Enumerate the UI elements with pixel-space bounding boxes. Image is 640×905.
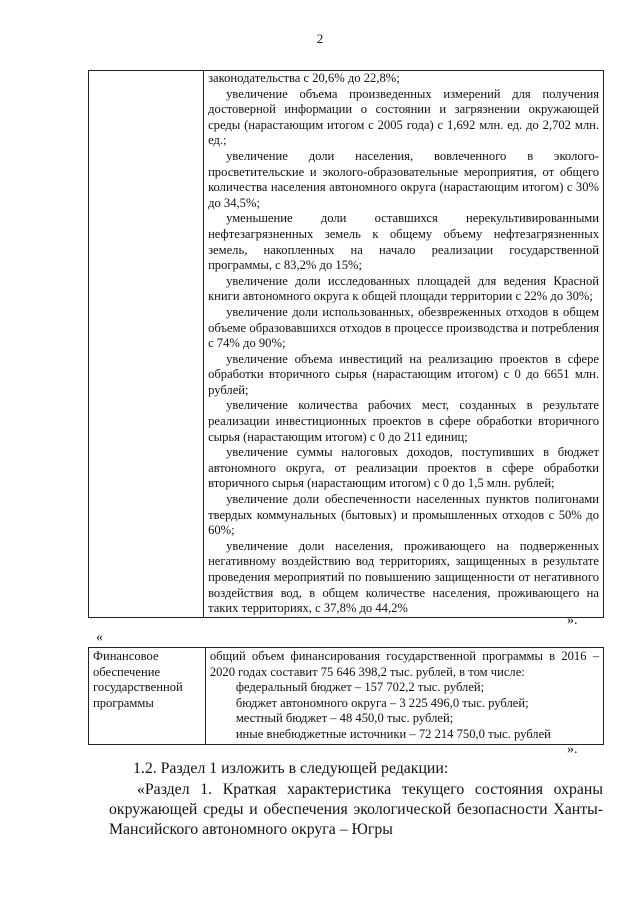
indicator-text: увеличение доли населения, проживающего на подверженных негативному воздействию вод территориях, защищенных в результате проведения мероприятий по повышению защищенности от негативного воздействия вод, в общем количестве населения, проживающего на таких территориях, с 37,8% до 44,2% [208,538,599,616]
financing-item: иные внебюджетные источники – 72 214 750,0 тыс. рублей [235,726,551,741]
indicator-text: увеличение доли использованных, обезвреженных отходов в общем объеме образовавшихся отходов в процессе производства и потребления с 74% до 90%; [208,304,599,351]
indicator-text: увеличение количества рабочих мест, созданных в результате реализации инвестиционных проектов в сфере обработки вторичного сырья (нарастающим итогом) с 0 до 211 единиц; [208,398,599,444]
indicators-table-content-cell [204,71,604,618]
page-number: 2 [316,31,324,46]
indicator-text: увеличение суммы налоговых доходов, поступивших в бюджет автономного округа, от реализации проектов в сфере обработки вторичного сырья (нарастающим итогом) с 0 до 1,5 млн. рублей; [208,445,599,491]
financing-content-cell [205,648,603,745]
indicator-text: законодательства с 20,6% до 22,8%; [208,71,400,85]
indicator-text: уменьшение доли оставшихся нерекультивированными нефтезагрязненных земель к общему объему нефтезагрязненных земель, накопленных на начало реализации государственной программы, с 83,2% до 15%; [208,211,599,273]
indicator-text: увеличение доли исследованных площадей для ведения Красной книги автономного округа к общей площади территории с 22% до 30%; [208,273,599,304]
financing-item: местный бюджет – 48 450,0 тыс. рублей; [235,711,454,726]
indicator-text: увеличение доли обеспеченности населенных пунктов полигонами твердых коммунальных (бытовых) и промышленных отходов с 50% до 60%; [208,492,599,538]
financing-item: бюджет автономного округа – 3 225 496,0 тыс. рублей; [235,695,529,710]
indicators-table-label-cell [89,71,204,618]
indicator-text: увеличение объема инвестиций на реализацию проектов в сфере обработки вторичного сырья (нарастающим итогом) с 0 до 6651 млн. рублей; [208,351,599,397]
section-instruction: 1.2. Раздел 1 изложить в следующей редакции: [133,760,449,777]
financing-label-cell [89,648,206,745]
financing-label: Финансовое обеспечение государственной программы [93,649,183,710]
indicators-table [88,70,604,618]
indicator-text: увеличение объема произведенных измерений для получения достоверной информации о состоянии и загрязнении окружающей среды (нарастающим итогом с 2005 года) с 1,692 млн. ед. до 2,702 млн. ед.; [208,86,599,148]
indicator-text: увеличение доли населения, вовлеченного в эколого-просветительские и эколого-образовательные мероприятия, от общего количества населения автономного округа (нарастающим итогом) с 30% до 34,5%; [208,148,599,210]
financing-table [88,647,604,745]
section-heading: «Раздел 1. Краткая характеристика текущего состояния охраны окружающей среды и обеспечения экологической безопасности Ханты-Мансийского автономного округа – Югры [109,781,603,838]
financing-intro: общий объем финансирования государственной программы в 2016 – 2020 годах составит 75 646 398,2 тыс. рублей, в том числе: [209,649,599,679]
opening-quote: « [96,630,103,645]
financing-item: федеральный бюджет – 157 702,2 тыс. рублей; [235,680,485,695]
closing-quote: ». [567,613,578,628]
closing-quote: ». [567,742,578,757]
